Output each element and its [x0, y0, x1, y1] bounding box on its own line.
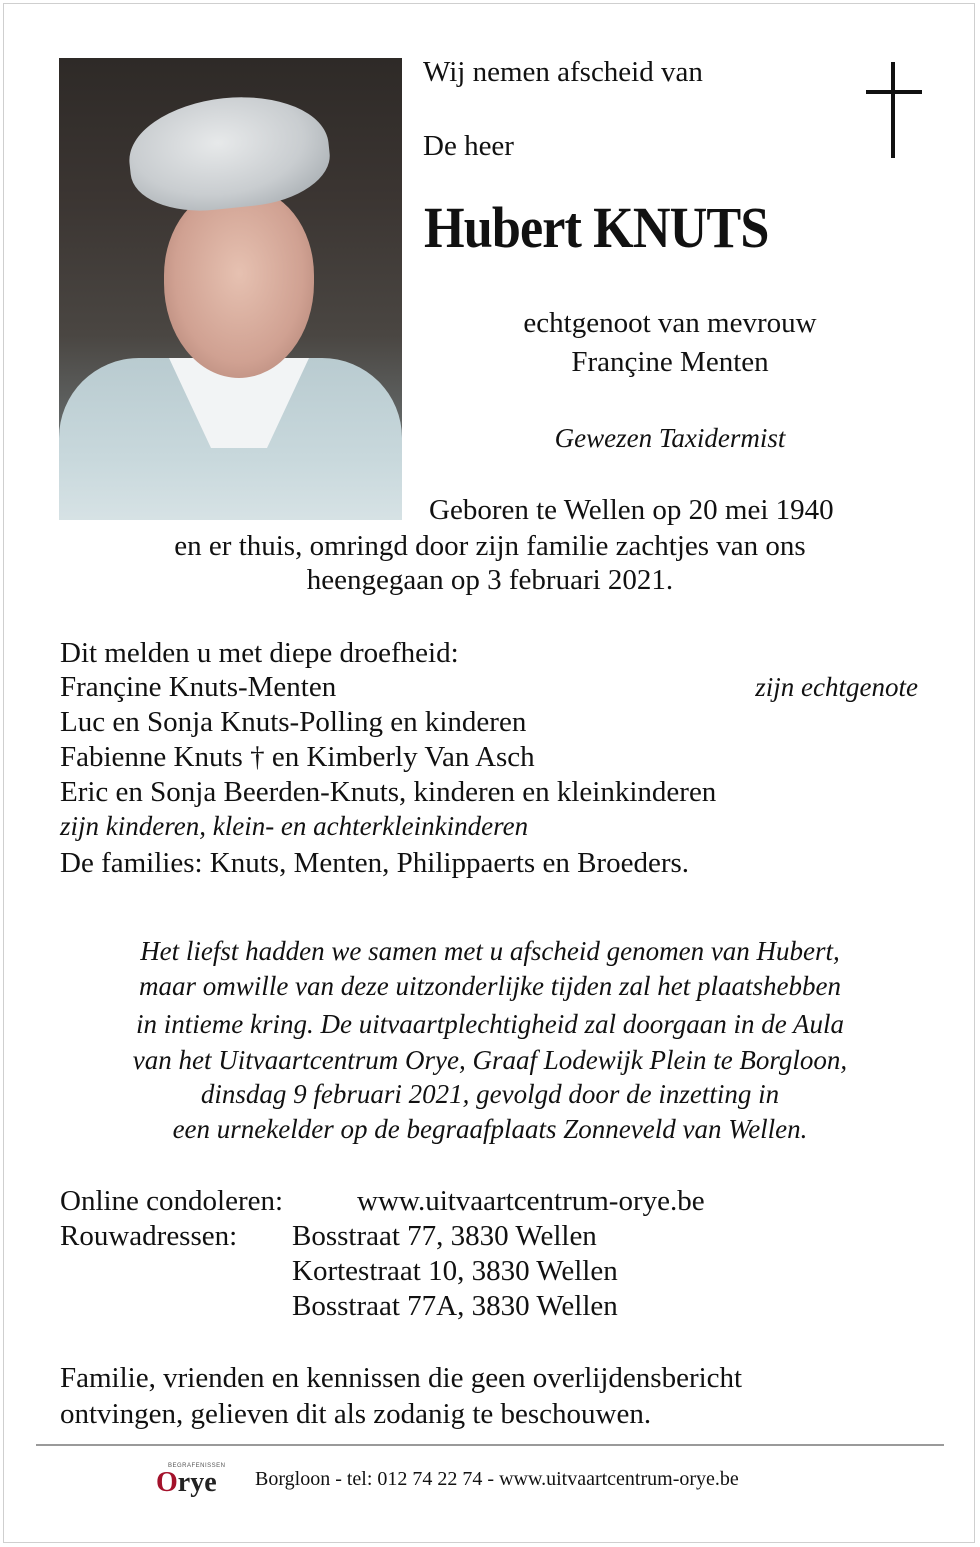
families-line: De families: Knuts, Menten, Philippaerts en Broeders.: [60, 847, 690, 879]
ceremony-line: dinsdag 9 februari 2021, gevolgd door de inzetting in: [200, 1079, 780, 1109]
portrait-photo: [59, 58, 402, 520]
condolence-url[interactable]: www.uitvaartcentrum-orye.be: [357, 1185, 705, 1217]
address-line: Bosstraat 77A, 3830 Wellen: [292, 1290, 618, 1322]
spouse-role: zijn echtgenote: [755, 672, 918, 702]
family-intro: Dit melden u met diepe droefheid:: [60, 637, 459, 669]
death-line-1: en er thuis, omringd door zijn familie zachtjes van ons: [174, 530, 806, 562]
birth-line: Geboren te Wellen op 20 mei 1940: [429, 494, 834, 526]
ceremony-line: van het Uitvaartcentrum Orye, Graaf Lodewijk Plein te Borgloon,: [132, 1045, 848, 1075]
spouse-line-1: echtgenoot van mevrouw: [523, 307, 817, 339]
intro-text: Wij nemen afscheid van: [423, 56, 703, 88]
logo-wordmark: Orye: [156, 1467, 217, 1498]
closing-line-2: ontvingen, gelieven dit als zodanig te beschouwen.: [60, 1398, 652, 1430]
footer-contact: Borgloon - tel: 012 74 22 74 - www.uitvaartcentrum-orye.be: [255, 1468, 739, 1490]
spouse-line-2: Françine Menten: [571, 346, 769, 378]
address-label: Rouwadressen:: [60, 1220, 238, 1252]
salutation: De heer: [423, 130, 514, 162]
death-line-2: heengegaan op 3 februari 2021.: [306, 564, 674, 596]
profession: Gewezen Taxidermist: [554, 423, 786, 453]
footer-divider: [36, 1444, 944, 1446]
logo-subtitle: BEGRAFENISSEN: [168, 1463, 226, 1469]
orye-logo: [154, 1463, 228, 1499]
ceremony-line: Het liefst hadden we samen met u afscheid genomen van Hubert,: [140, 936, 840, 966]
address-line: Bosstraat 77, 3830 Wellen: [292, 1220, 597, 1252]
family-line: Luc en Sonja Knuts-Polling en kinderen: [60, 706, 527, 738]
cross-icon: [866, 62, 922, 158]
family-line: Fabienne Knuts † en Kimberly Van Asch: [60, 741, 535, 773]
condolence-label: Online condoleren:: [60, 1185, 284, 1217]
family-line: Eric en Sonja Beerden-Knuts, kinderen en kleinkinderen: [60, 776, 717, 808]
ceremony-line: in intieme kring. De uitvaartplechtigheid zal doorgaan in de Aula: [136, 1009, 844, 1039]
ceremony-line: maar omwille van deze uitzonderlijke tijden zal het plaatshebben: [139, 971, 841, 1001]
spouse-name: Françine Knuts-Menten: [60, 671, 337, 703]
family-line: zijn kinderen, klein- en achterkleinkinderen: [60, 811, 529, 841]
address-line: Kortestraat 10, 3830 Wellen: [292, 1255, 618, 1287]
ceremony-line: een urnekelder op de begraafplaats Zonneveld van Wellen.: [172, 1114, 808, 1144]
deceased-name: Hubert KNUTS: [424, 195, 769, 260]
closing-line-1: Familie, vrienden en kennissen die geen overlijdensbericht: [60, 1362, 743, 1394]
